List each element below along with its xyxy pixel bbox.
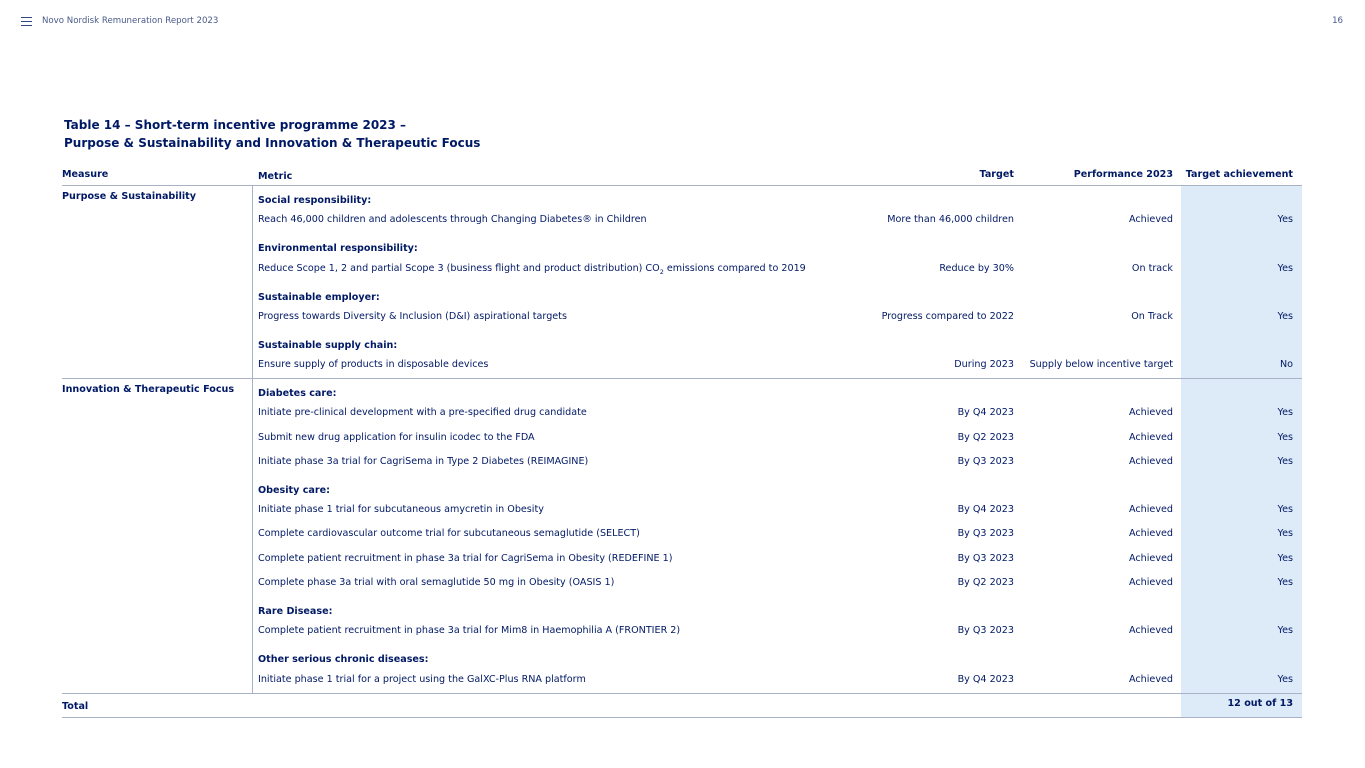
achievement-cell: Yes bbox=[1277, 456, 1293, 467]
metric-cell: Reach 46,000 children and adolescents through Changing Diabetes® in Children bbox=[258, 214, 647, 225]
table-row bbox=[0, 432, 1365, 446]
total-rule-bottom bbox=[62, 717, 1302, 718]
table-row bbox=[0, 263, 1365, 277]
performance-cell: On Track bbox=[1131, 311, 1173, 322]
metric-cell: Initiate pre-clinical development with a pre-specified drug candidate bbox=[258, 407, 587, 418]
table-row bbox=[0, 456, 1365, 470]
top-bar bbox=[0, 0, 1365, 42]
header-target: Target bbox=[979, 169, 1014, 180]
metric-subscript: 2 bbox=[659, 267, 664, 276]
metric-cell: Complete patient recruitment in phase 3a trial for CagriSema in Obesity (REDEFINE 1) bbox=[258, 553, 673, 564]
table-title-line-2: Purpose & Sustainability and Innovation & Therapeutic Focus bbox=[64, 135, 481, 150]
total-rule-top bbox=[62, 693, 1302, 694]
achievement-cell: Yes bbox=[1277, 504, 1293, 515]
achievement-cell: Yes bbox=[1277, 311, 1293, 322]
group-heading: Sustainable supply chain: bbox=[258, 340, 398, 351]
performance-cell: Achieved bbox=[1129, 625, 1173, 636]
metric-text: Reduce Scope 1, 2 and partial Scope 3 (business flight and product distribution) CO bbox=[258, 263, 660, 274]
achievement-cell: Yes bbox=[1277, 263, 1293, 274]
group-heading: Obesity care: bbox=[258, 485, 330, 496]
achievement-cell: Yes bbox=[1277, 577, 1293, 588]
performance-cell: Achieved bbox=[1129, 456, 1173, 467]
performance-cell: Supply below incentive target bbox=[1029, 359, 1173, 370]
group-heading: Other serious chronic diseases: bbox=[258, 654, 429, 665]
target-cell: By Q2 2023 bbox=[957, 577, 1014, 588]
metric-cell: Initiate phase 1 trial for subcutaneous amycretin in Obesity bbox=[258, 504, 544, 515]
table-row bbox=[0, 553, 1365, 567]
achievement-cell: Yes bbox=[1277, 432, 1293, 443]
header-metric: Metric bbox=[258, 171, 293, 182]
header-rule bbox=[62, 185, 1302, 186]
metric-cell bbox=[258, 263, 806, 276]
performance-cell: Achieved bbox=[1129, 577, 1173, 588]
metric-cell: Initiate phase 1 trial for a project using the GalXC-Plus RNA platform bbox=[258, 674, 586, 685]
target-cell: During 2023 bbox=[954, 359, 1014, 370]
table-row bbox=[0, 528, 1365, 542]
table-row bbox=[0, 359, 1365, 373]
header-performance: Performance 2023 bbox=[1073, 169, 1173, 180]
table-title-line-1: Table 14 – Short-term incentive programme 2023 – bbox=[64, 118, 407, 132]
table-row bbox=[0, 214, 1365, 228]
target-cell: By Q4 2023 bbox=[957, 674, 1014, 685]
metric-cell: Ensure supply of products in disposable devices bbox=[258, 359, 489, 370]
table-row bbox=[0, 407, 1365, 421]
table-row bbox=[0, 311, 1365, 325]
metric-cell: Complete patient recruitment in phase 3a trial for Mim8 in Haemophilia A (FRONTIER 2) bbox=[258, 625, 681, 636]
achievement-cell: No bbox=[1279, 359, 1293, 370]
target-cell: By Q4 2023 bbox=[957, 407, 1014, 418]
measure-purpose-sustainability: Purpose & Sustainability bbox=[62, 191, 196, 202]
header-measure: Measure bbox=[62, 169, 109, 180]
performance-cell: Achieved bbox=[1129, 504, 1173, 515]
metric-text-tail: emissions compared to 2019 bbox=[663, 263, 806, 274]
section-rule bbox=[62, 378, 1302, 379]
metric-cell: Complete cardiovascular outcome trial for subcutaneous semaglutide (SELECT) bbox=[258, 528, 640, 539]
measure-innovation-therapeutic: Innovation & Therapeutic Focus bbox=[62, 384, 235, 395]
target-cell: More than 46,000 children bbox=[887, 214, 1014, 225]
hamburger-menu-icon[interactable] bbox=[21, 17, 32, 26]
performance-cell: Achieved bbox=[1129, 407, 1173, 418]
metric-cell: Progress towards Diversity & Inclusion (D&I) aspirational targets bbox=[258, 311, 567, 322]
table-row bbox=[0, 625, 1365, 639]
table-row bbox=[0, 674, 1365, 688]
performance-cell: On track bbox=[1131, 263, 1173, 274]
achievement-cell: Yes bbox=[1277, 674, 1293, 685]
performance-cell: Achieved bbox=[1129, 432, 1173, 443]
group-heading: Diabetes care: bbox=[258, 388, 337, 399]
total-label: Total bbox=[62, 701, 89, 712]
header-achievement: Target achievement bbox=[1185, 169, 1293, 180]
target-cell: By Q4 2023 bbox=[957, 504, 1014, 515]
performance-cell: Achieved bbox=[1129, 553, 1173, 564]
achievement-cell: Yes bbox=[1277, 214, 1293, 225]
target-cell: By Q3 2023 bbox=[957, 528, 1014, 539]
table-row bbox=[0, 504, 1365, 518]
group-heading: Social responsibility: bbox=[258, 195, 372, 206]
total-value: 12 out of 13 bbox=[1227, 698, 1293, 709]
achievement-cell: Yes bbox=[1277, 407, 1293, 418]
target-cell: Progress compared to 2022 bbox=[881, 311, 1014, 322]
performance-cell: Achieved bbox=[1129, 674, 1173, 685]
table-title bbox=[64, 117, 480, 152]
achievement-cell: Yes bbox=[1277, 625, 1293, 636]
performance-cell: Achieved bbox=[1129, 528, 1173, 539]
achievement-cell: Yes bbox=[1277, 528, 1293, 539]
metric-cell: Submit new drug application for insulin icodec to the FDA bbox=[258, 432, 535, 443]
metric-cell: Complete phase 3a trial with oral semaglutide 50 mg in Obesity (OASIS 1) bbox=[258, 577, 615, 588]
metric-cell: Initiate phase 3a trial for CagriSema in Type 2 Diabetes (REIMAGINE) bbox=[258, 456, 589, 467]
target-cell: Reduce by 30% bbox=[939, 263, 1014, 274]
target-cell: By Q3 2023 bbox=[957, 553, 1014, 564]
document-title: Novo Nordisk Remuneration Report 2023 bbox=[42, 16, 219, 26]
table-row bbox=[0, 577, 1365, 591]
group-heading: Rare Disease: bbox=[258, 606, 333, 617]
achievement-cell: Yes bbox=[1277, 553, 1293, 564]
target-cell: By Q3 2023 bbox=[957, 456, 1014, 467]
target-cell: By Q3 2023 bbox=[957, 625, 1014, 636]
group-heading: Sustainable employer: bbox=[258, 292, 380, 303]
performance-cell: Achieved bbox=[1129, 214, 1173, 225]
group-heading: Environmental responsibility: bbox=[258, 243, 418, 254]
page-number: 16 bbox=[1332, 16, 1343, 26]
target-cell: By Q2 2023 bbox=[957, 432, 1014, 443]
